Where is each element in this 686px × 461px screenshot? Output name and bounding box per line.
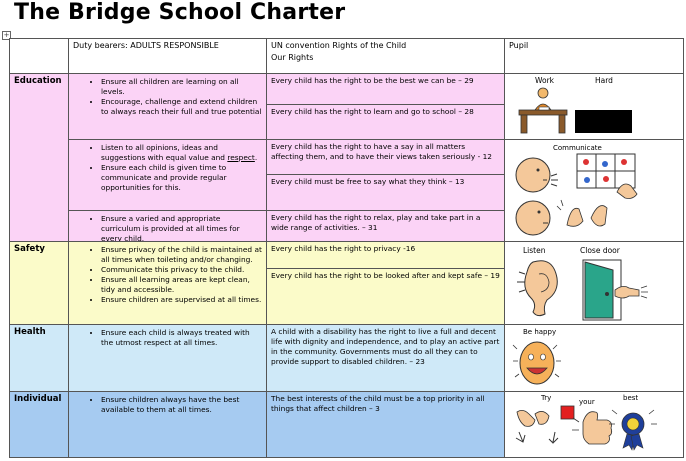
symbol-label-communicate: Communicate (553, 144, 602, 152)
safety-duty (68, 241, 267, 325)
list-item: • Ensure children always have the best available to them at all times. (101, 395, 262, 415)
health-duty (68, 324, 267, 392)
individual-duty (68, 391, 267, 458)
symbol-label-hard: Hard (595, 76, 613, 85)
right-text: Every child has the right to have a say in all matters affecting them, and to have their views taken seriously - 12 (271, 142, 492, 161)
speaking-face-icon (516, 158, 558, 192)
category-safety (9, 241, 69, 325)
duty-text-underlined: respect (227, 153, 255, 162)
right-text: Every child has the right to be looked after and kept safe – 19 (271, 271, 500, 280)
health-symbols (504, 324, 684, 392)
safety-right-16 (266, 241, 505, 269)
symbol-label-listen: Listen (523, 246, 546, 255)
symbol-label-work: Work (535, 76, 554, 85)
right-text: A child with a disability has the right to live a full and decent life with dignity and independence, and to play an active part in the community. Governments must do all they can to provide support to disabled children. – 23 (271, 327, 500, 366)
symbol-label-be-happy: Be happy (523, 328, 557, 336)
hard-symbol-icon (575, 110, 632, 133)
right-text: Every child has the right to privacy -16 (271, 244, 416, 253)
list-item: • Ensure each child is given time to communicate and provide regular opportunities for this. (101, 163, 262, 193)
education-symbols-work-hard (504, 73, 684, 140)
list-item: • Listen to all opinions, ideas and suggestions with equal value and respect. (101, 143, 262, 163)
education-right-13 (266, 174, 505, 211)
work-desk-icon (519, 88, 567, 133)
category-label: Health (14, 327, 46, 337)
category-label: Education (14, 76, 62, 86)
symbol-label-best: best (623, 394, 639, 402)
safety-right-19 (266, 268, 505, 325)
try-hands-icon (516, 406, 574, 443)
list-item: • Encourage, challenge and extend children to always reach their full and true potential (101, 97, 262, 117)
symbol-label-try: Try (541, 394, 552, 402)
header-pupil (504, 38, 684, 74)
list-item: • Ensure each child is always treated with the utmost respect at all times. (101, 328, 262, 348)
medal-rosette-icon (609, 410, 657, 450)
education-right-31 (266, 210, 505, 242)
individual-symbols (504, 391, 684, 458)
category-label: Individual (14, 394, 62, 404)
individual-right-3 (266, 391, 505, 458)
header-rights (266, 38, 505, 74)
signing-face-icon (516, 200, 607, 235)
health-right-23 (266, 324, 505, 392)
safety-symbols (504, 241, 684, 325)
right-text: The best interests of the child must be a top priority in all things that affect children – 3 (271, 394, 485, 413)
communication-board-icon (577, 154, 637, 199)
right-text: Every child must be free to say what they think – 13 (271, 177, 465, 186)
header-duty-bearers (68, 38, 267, 74)
list-item: • Ensure all children are learning on all levels. (101, 77, 262, 97)
symbol-label-your: your (579, 398, 595, 406)
education-symbols-communicate (504, 139, 684, 242)
duty-text: Listen to all opinions, ideas and suggestions with equal value and (101, 143, 225, 162)
category-health (9, 324, 69, 392)
right-text: Every child has the right to learn and go to school – 28 (271, 107, 474, 116)
header-duty-label: Duty bearers: ADULTS RESPONSIBLE (73, 41, 219, 50)
symbol-label-close-door: Close door (580, 246, 620, 255)
education-right-29 (266, 73, 505, 105)
category-education (9, 73, 69, 242)
header-rights-line1: UN convention Rights of the Child (271, 41, 407, 50)
table-move-handle-icon[interactable]: + (3, 31, 10, 39)
list-item: • Ensure children are supervised at all times. (101, 295, 262, 305)
list-item: • Ensure all learning areas are kept clean, tidy and accessible. (101, 275, 262, 295)
category-individual (9, 391, 69, 458)
category-label: Safety (14, 244, 45, 254)
education-duty-1 (68, 73, 267, 140)
list-item: • Ensure a varied and appropriate curriculum is provided at all times for every child. (101, 214, 262, 242)
happy-face-icon (513, 342, 561, 384)
education-duty-3 (68, 210, 267, 242)
header-blank-cell (9, 38, 69, 74)
ear-icon (517, 261, 557, 316)
right-text: Every child has the right to relax, play and take part in a wide range of activities. – 31 (271, 213, 481, 232)
education-right-12 (266, 139, 505, 175)
right-text: Every child has the right to be the best we can be – 29 (271, 76, 474, 85)
header-pupil-label: Pupil (509, 41, 529, 50)
list-item: • Communicate this privacy to the child. (101, 265, 262, 275)
charter-table (9, 38, 684, 458)
education-right-28 (266, 104, 505, 140)
education-duty-2 (68, 139, 267, 211)
door-icon (583, 260, 648, 320)
header-rights-line2: Our Rights (271, 53, 314, 62)
page-title: The Bridge School Charter (14, 0, 346, 25)
list-item: • Ensure privacy of the child is maintained at all times when toileting and/or changing. (101, 245, 262, 265)
thumbs-up-icon (572, 412, 612, 444)
